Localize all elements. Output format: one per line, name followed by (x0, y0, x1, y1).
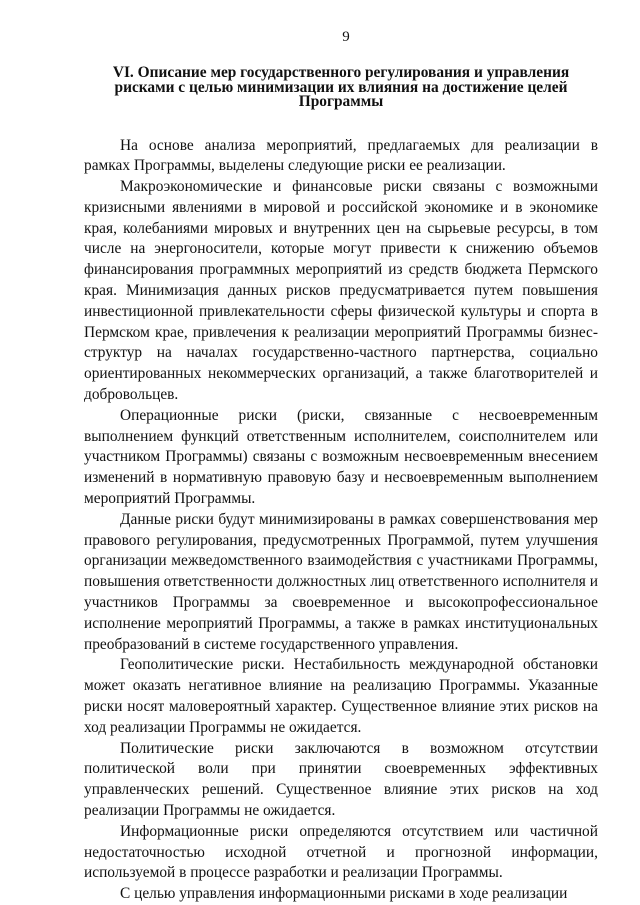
paragraph-intro: На основе анализа мероприятий, предлагаемых для реализации в рамках Программы, выделены следующие риски ее реализации. (84, 136, 598, 175)
paragraph-macroeconomic-risks: Макроэкономические и финансовые риски связаны с возможными кризисными явлениями в мировой и российской экономике и в экономике края, колебаниями мировых и внутренних цен на сырьевые ресурсы, в том числе на энергоносители, которые могут привести к снижению объемов финансирования программных мероприятий из средств бюджета Пермского края. Минимизация данных рисков предусматривается путем повышения инвестиционной привлекательности сферы физической культуры и спорта в Пермском крае, привлечения к реализации мероприятий Программы бизнес-структур на началах государственно-частного партнерства, социально ориентированных некоммерческих организаций, а также благотворителей и добровольцев. (84, 178, 598, 404)
body-text (84, 136, 598, 905)
page-number: 9 (342, 29, 350, 45)
paragraph-information-risks: Информационные риски определяются отсутствием или частичной недостаточностью исходной отчетной и прогнозной информации, используемой в процессе разработки и реализации Программы. (84, 822, 598, 882)
paragraph-geopolitical-risks: Геополитические риски. Нестабильность международной обстановки может оказать негативное влияние на реализацию Программы. Указанные риски носят маловероятный характер. Существенное влияние этих рисков на ход реализации Программы не ожидается. (84, 656, 598, 736)
paragraph-political-risks: Политические риски заключаются в возможном отсутствии политической воли при принятии своевременных эффективных управленческих решений. Существенное влияние этих рисков на ход реализации Программы не ожидается. (84, 739, 598, 819)
section-title: VI. Описание мер государственного регулирования и управления рисками с целью минимизации их влияния на достижение целей Программы (112, 64, 570, 110)
paragraph-operational-risks: Операционные риски (риски, связанные с несвоевременным выполнением функций ответственным исполнителем, соисполнителем или участником Программы) связаны с возможным несвоевременным внесением изменений в нормативную правовую базу и несвоевременным выполнением мероприятий Программы. (84, 406, 598, 508)
paragraph-information-risk-management: С целью управления информационными рисками в ходе реализации (120, 885, 568, 903)
paragraph-risk-mitigation: Данные риски будут минимизированы в рамках совершенствования мер правового регулирования, предусмотренных Программой, путем улучшения организации межведомственного взаимодействия с участниками Программы, повышения ответственности должностных лиц ответственного исполнителя и участников Программы за своевременное и высокопрофессиональное исполнение мероприятий Программы, а также в рамках институциональных преобразований в системе государственного управления. (84, 510, 598, 653)
